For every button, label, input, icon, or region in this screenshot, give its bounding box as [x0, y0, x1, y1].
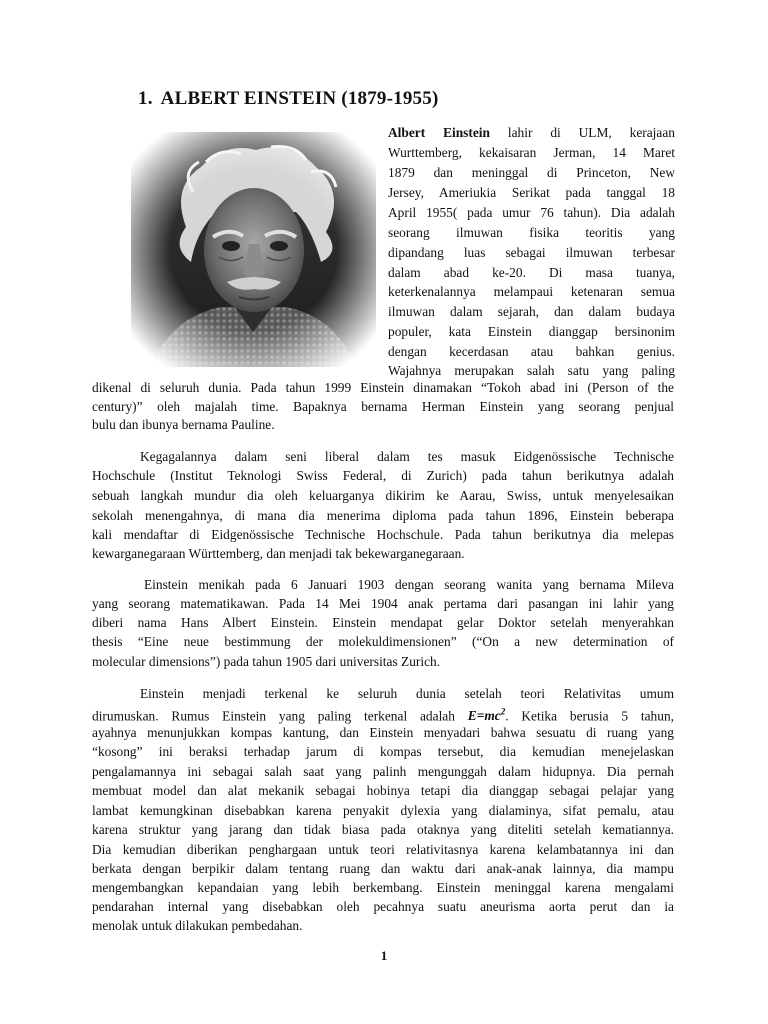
p1-line-6: seorang ilmuwan fisika teoritis yang: [388, 225, 675, 240]
p3-line-2: yang seorang matematikawan. Pada 14 Mei 1904 anak pertama dari pasangan ini lahir yang: [92, 596, 674, 611]
p2-line-5: kali mendaftar di Eidgenössische Technische Hochschule. Pada tahun berikutnya dia melepas: [92, 527, 674, 542]
p1-line-4: Jersey, Ameriukia Serikat pada tanggal 18: [388, 185, 675, 200]
p1-line-15: century)” oleh majalah time. Bapaknya bernama Herman Einstein yang seorang penjual: [92, 399, 674, 414]
p4-line-1: Einstein menjadi terkenal ke seluruh dunia setelah teori Relativitas umum: [140, 686, 674, 701]
p2-line-4: sekolah menengahnya, di mana dia menerima diploma pada tahun 1896, Einstein beberapa: [92, 508, 674, 523]
p1-line-9: keterkenalannya melampaui ketenaran semua: [388, 284, 675, 299]
p4-line-6: membuat model dan alat mekanik sebagai hobinya tetapi dia dianggap sebagai pelajar yang: [92, 783, 674, 798]
page-number: 1: [380, 948, 388, 963]
p1-line-8: dalam abad ke-20. Di masa tuanya,: [388, 265, 675, 280]
p3-line-4: thesis “Eine neue bestimmung der molekuldimensionen” (“On a new determination of: [92, 634, 674, 649]
p1-line-11: populer, kata Einstein dianggap bersinonim: [388, 324, 675, 339]
p4-line-12: pendarahan internal yang disebabkan oleh pecahnya suatu aneurisma aorta perut dan ia: [92, 899, 674, 914]
person-name: Albert Einstein: [388, 125, 490, 140]
p1-line-2: Wurttemberg, kekaisaran Jerman, 14 Maret: [388, 145, 675, 160]
p1-line-7: dipandang luas sebagai ilmuwan terbesar: [388, 245, 675, 260]
p4-line-13: menolak untuk dilakukan pembedahan.: [92, 918, 303, 933]
p1-line-12: dengan kecerdasan atau bahkan genius.: [388, 344, 675, 359]
p4-line-10: berkata dengan berpikir dalam tentang ruang dan waktu dari anak-anak lainnya, dia mampu: [92, 861, 674, 876]
p2-line-2: Hochschule (Institut Teknologi Swiss Federal, di Zurich) pada tahun berikutnya adalah: [92, 468, 674, 483]
p4-line-9: Dia kemudian diberikan penghargaan untuk teori relativitasnya karena kelambatannya ini dan: [92, 842, 674, 857]
p1-line-13: Wajahnya merupakan salah satu yang paling: [388, 363, 675, 378]
formula: $E=mc^2$: [467, 707, 506, 724]
p1-line-16: bulu dan ibunya bernama Pauline.: [92, 417, 275, 432]
heading-title: ALBERT EINSTEIN (1879-1955): [160, 88, 439, 109]
p1-line-1: Albert Einstein lahir di ULM, kerajaan: [388, 125, 675, 140]
p1-line-10: ilmuwan dalam sejarah, dan dalam budaya: [388, 304, 675, 319]
p3-line-3: diberi nama Hans Albert Einstein. Einstein mendapat gelar Doktor setelah menyerahkan: [92, 615, 674, 630]
p2-line-3: sebuah langkah mundur dia oleh keluarganya dikirim ke Aarau, Swiss, untuk menyelesaikan: [92, 488, 674, 503]
p1-line-14: dikenal di seluruh dunia. Pada tahun 1999 Einstein dinamakan “Tokoh abad ini (Person of the: [92, 380, 674, 395]
p4-line-11: mengembangkan kepandaian yang lebih berkembang. Einstein meninggal karena mengalami: [92, 880, 674, 895]
p4-line-7: lambat kemungkinan disebabkan karena penyakit dylexia yang dialaminya, sifat pemalu, atau: [92, 803, 674, 818]
p4-line-5: pengalamannya ini sebagai salah saat yang palinh mengunggah dalam hidupnya. Dia pernah: [92, 764, 674, 779]
p1-line-5: April 1955( pada umur 76 tahun). Dia adalah: [388, 205, 675, 220]
p2-line-6: kewarganegaraan Württemberg, dan menjadi tak bekewarganegaraan.: [92, 546, 465, 561]
p3-line-5: molecular dimensions”) pada tahun 1905 dari universitas Zurich.: [92, 654, 441, 669]
p4-line-8: karena struktur yang jarang dan tidak biasa pada otaknya yang diteliti setelah kematiannya.: [92, 822, 674, 837]
p4-line-4: “kosong” ini beraksi terhadap jarum di kompas tersebut, dia kemudian menejelaskan: [92, 744, 674, 759]
p3-line-1: Einstein menikah pada 6 Januari 1903 dengan seorang wanita yang bernama Mileva: [144, 577, 674, 592]
einstein-portrait: [131, 132, 376, 367]
heading-number: 1.: [138, 88, 153, 109]
section-heading: [138, 88, 438, 110]
p4-line-3: ayahnya menunjukkan kompas kantung, dan Einstein menyadari bahwa sesuatu di ruang yang: [92, 725, 674, 740]
p2-line-1: Kegagalannya dalam seni liberal dalam tes masuk Eidgenössische Technische: [140, 449, 674, 464]
p1-line-3: 1879 dan meninggal di Princeton, New: [388, 165, 675, 180]
p4-line-2: dirumuskan. Rumus Einstein yang paling terkenal adalah $E=mc^2$. Ketika berusia 5 tahun,: [92, 707, 674, 724]
